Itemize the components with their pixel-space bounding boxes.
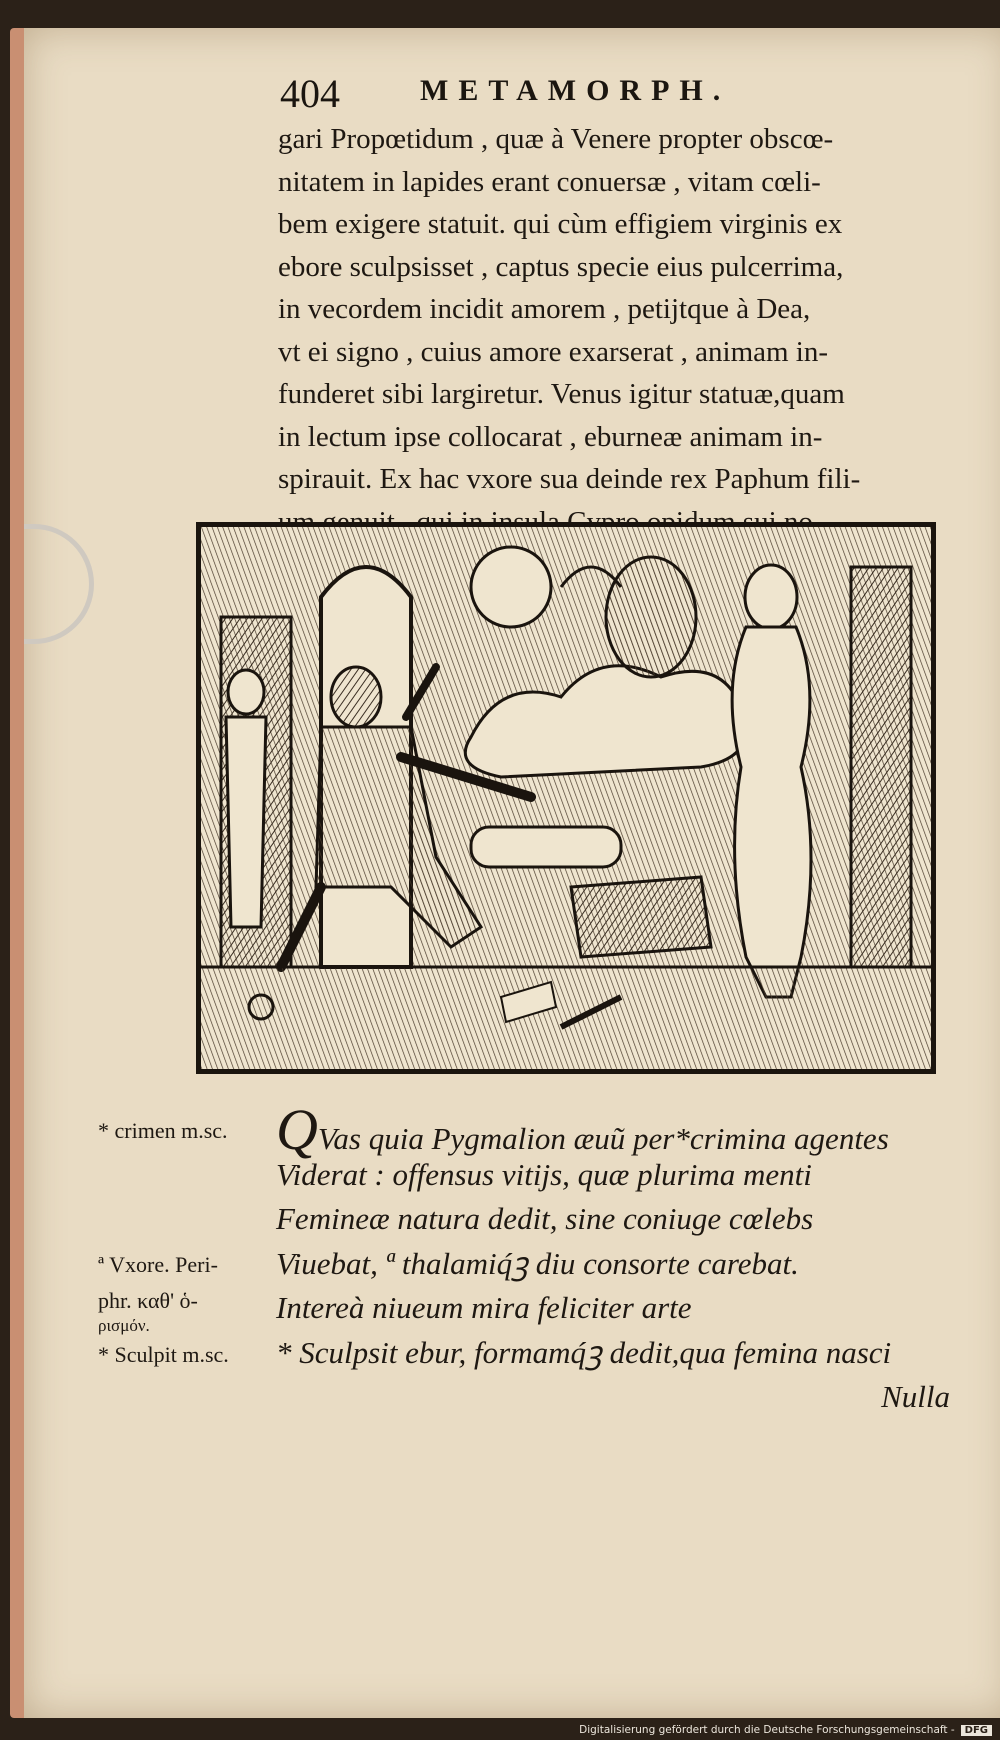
verse-passage	[276, 1097, 956, 1420]
prose-line: in lectum ipse collocarat , eburneæ animam in-	[278, 420, 823, 453]
verse-line	[276, 1097, 956, 1162]
prose-line: funderet sibi largiretur. Venus igitur statuæ,quam	[278, 378, 845, 410]
prose-line: vt ei signo , cuius amore exarserat , animam in-	[278, 335, 829, 368]
credit-text: Digitalisierung gefördert durch die Deutsche Forschungsgemeinschaft -	[579, 1724, 955, 1736]
verse-text: Vas quia Pygmalion æuũ per*crimina agentes	[317, 1121, 889, 1156]
marginal-note: ρισμόν.	[98, 1316, 150, 1335]
catchword: Nulla	[881, 1379, 950, 1414]
marginal-note: * crimen m.sc.	[98, 1118, 228, 1143]
running-head: METAMORPH.	[420, 74, 731, 107]
initial-letter: Q	[276, 1097, 318, 1162]
prose-line: gari Propœtidum , quæ à Venere propter obscœ-	[278, 123, 834, 155]
verse-line: Viuebat, ª thalamiq́ꝫ diu consorte carebat.	[276, 1245, 799, 1281]
prose-paragraph	[278, 118, 948, 586]
marginal-note: * Sculpit m.sc.	[98, 1342, 229, 1367]
page-header	[280, 70, 840, 120]
prose-line: bem exigere statuit. qui cùm effigiem virginis ex	[278, 208, 843, 240]
prose-line: in vecordem incidit amorem , petijtque à Dea,	[278, 293, 811, 325]
verse-line: Intereà niueum mira feliciter arte	[276, 1290, 692, 1325]
verse-line: Femineæ natura dedit, sine coniuge cœlebs	[276, 1201, 814, 1236]
marginal-note: phr. καθ' ὁ-	[98, 1288, 198, 1313]
page-clip	[24, 524, 94, 644]
verse-line: Viderat : offensus vitijs, quæ plurima menti	[276, 1156, 812, 1192]
digitization-credit	[579, 1724, 992, 1736]
marginal-note: ª Vxore. Peri-	[98, 1252, 218, 1277]
prose-line: spirauit. Ex hac vxore sua deinde rex Paphum fili-	[278, 463, 861, 495]
dfg-logo: DFG	[961, 1725, 992, 1736]
prose-line: ebore sculpsisset , captus specie eius pulcerrima,	[278, 250, 844, 283]
woodcut-illustration	[196, 522, 936, 1074]
prose-line: nitatem in lapides erant conuersæ , vitam cœli-	[278, 165, 821, 198]
verse-line: * Sculpsit ebur, formamq́ꝫ dedit,qua femina nasci	[276, 1334, 892, 1370]
page-number: 404	[280, 71, 340, 116]
